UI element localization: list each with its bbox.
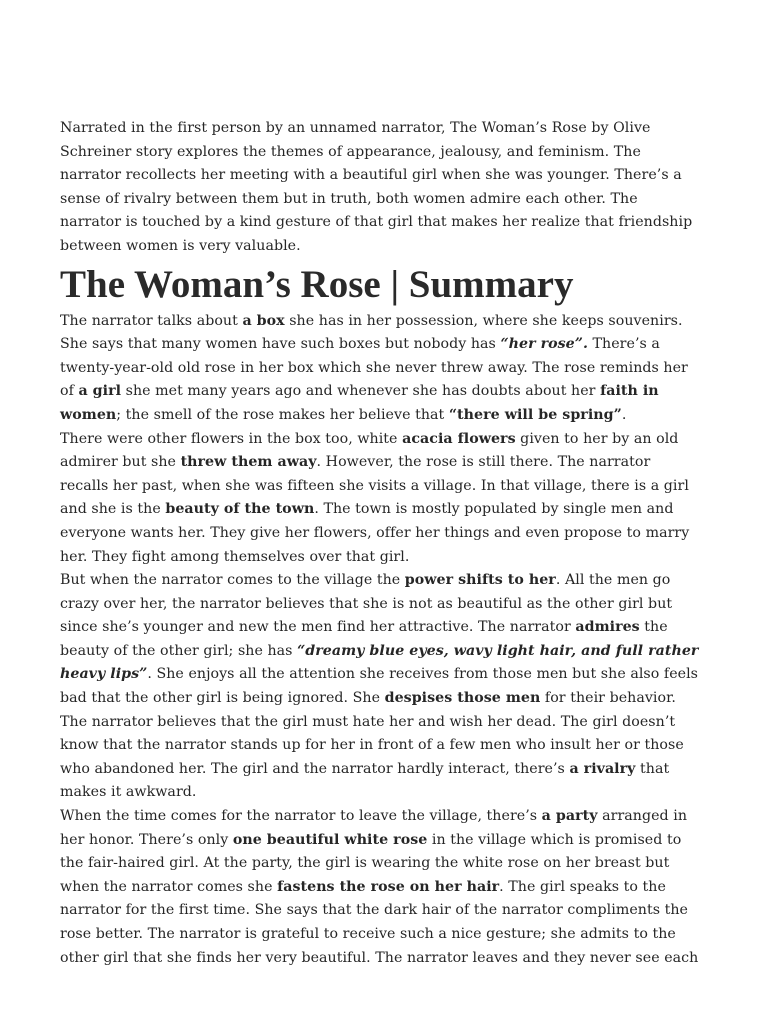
bold-phrase: a girl	[78, 383, 122, 400]
document-page	[60, 117, 700, 970]
text-run: she has in her possession, where she keeps souvenirs. She says that many women have such boxes but nobody has	[60, 312, 683, 353]
text-run: for their behavior. The narrator believes that the girl must hate her and wish her dead. The girl doesn’t know that the narrator stands up for her in front of a few men who insult her or those who abandoned her. The girl and the narrator hardly interact, there’s	[60, 690, 684, 777]
summary-paragraph-3	[60, 569, 700, 805]
text-run: arranged in her honor. There’s only	[60, 808, 688, 848]
text-run: she met many years ago and whenever she has doubts about her	[121, 383, 601, 400]
page-title: The Woman’s Rose | Summary	[60, 262, 574, 306]
intro-paragraph	[60, 117, 700, 259]
text-run: .	[621, 406, 627, 423]
bold-phrase: a rivalry	[569, 760, 636, 777]
bold-phrase: beauty of the town	[165, 501, 315, 518]
bold-phrase: admires	[575, 619, 640, 636]
text-run: . She enjoys all the attention she receives from those men but she also feels bad that the other girl is being ignored. She	[60, 666, 699, 707]
text-run: given to her by an old admirer but she	[60, 430, 679, 471]
bold-phrase: despises those men	[384, 690, 541, 707]
text-run: There’s a twenty-year-old old rose in her box which she never threw away. The rose reminds her of	[60, 336, 688, 400]
bold-phrase: a party	[541, 808, 598, 825]
bold-phrase: fastens the rose on her hair	[277, 878, 500, 895]
bold-phrase: “there will be spring”	[448, 406, 622, 423]
text-run: in the village which is promised to the fair-haired girl. At the party, the girl is wearing the white rose on her breast but when the narrator comes she	[60, 831, 682, 895]
text-run: the beauty of the other girl; she has	[60, 619, 668, 659]
intro-text: Narrated in the first person by an unnamed narrator, The Woman’s Rose by Olive Schreiner story explores the themes of appearance, jealousy, and feminism. The narrator recollects her meeting with a beautiful girl when she was younger. There’s a sense of rivalry between them but in truth, both women admire each other. The narrator is touched by a kind gesture of that girl that makes her realize that friendship between women is very valuable.	[60, 120, 693, 254]
bold-phrase: a box	[242, 312, 285, 329]
text-run: that makes it awkward.	[60, 760, 670, 801]
bold-phrase: threw them away	[180, 454, 317, 471]
bold-phrase: acacia flowers	[402, 430, 516, 447]
text-run: . All the men go crazy over her, the narrator believes that she is not as beautiful as the other girl but since she’s younger and new the men find her attractive. The narrator	[60, 572, 673, 636]
text-run: . However, the rose is still there. The narrator recalls her past, when she was fifteen she visits a village. In that village, there is a girl and she is the	[60, 454, 689, 518]
summary-paragraph-4	[60, 805, 700, 970]
bold-phrase: power shifts to her	[404, 572, 556, 589]
text-run: ; the smell of the rose makes her believe that	[116, 406, 449, 423]
text-run: The narrator talks about	[60, 312, 243, 329]
bold-phrase: faith in women	[60, 383, 659, 423]
bold-phrase: one beautiful white rose	[232, 831, 428, 848]
text-run: There were other flowers in the box too, white	[60, 430, 403, 447]
text-run: But when the narrator comes to the village the	[60, 572, 405, 589]
text-run: . The town is mostly populated by single men and everyone wants her. They give her flowers, offer her things and even propose to marry her. They fight among themselves over that girl.	[60, 501, 690, 565]
bold-italic-quote: “her rose”.	[500, 336, 588, 353]
bold-italic-quote: “dreamy blue eyes, wavy light hair, and full rather heavy lips”	[60, 642, 699, 683]
text-run: . The girl speaks to the narrator for the first time. She says that the dark hair of the narrator compliments the rose better. The narrator is grateful to receive such a nice gesture; she admits to the other girl that she finds her very beautiful. The narrator leaves and they never see each	[60, 878, 699, 966]
summary-paragraph-1	[60, 310, 700, 428]
text-run: When the time comes for the narrator to leave the village, there’s	[60, 808, 542, 825]
summary-paragraph-2	[60, 428, 700, 570]
